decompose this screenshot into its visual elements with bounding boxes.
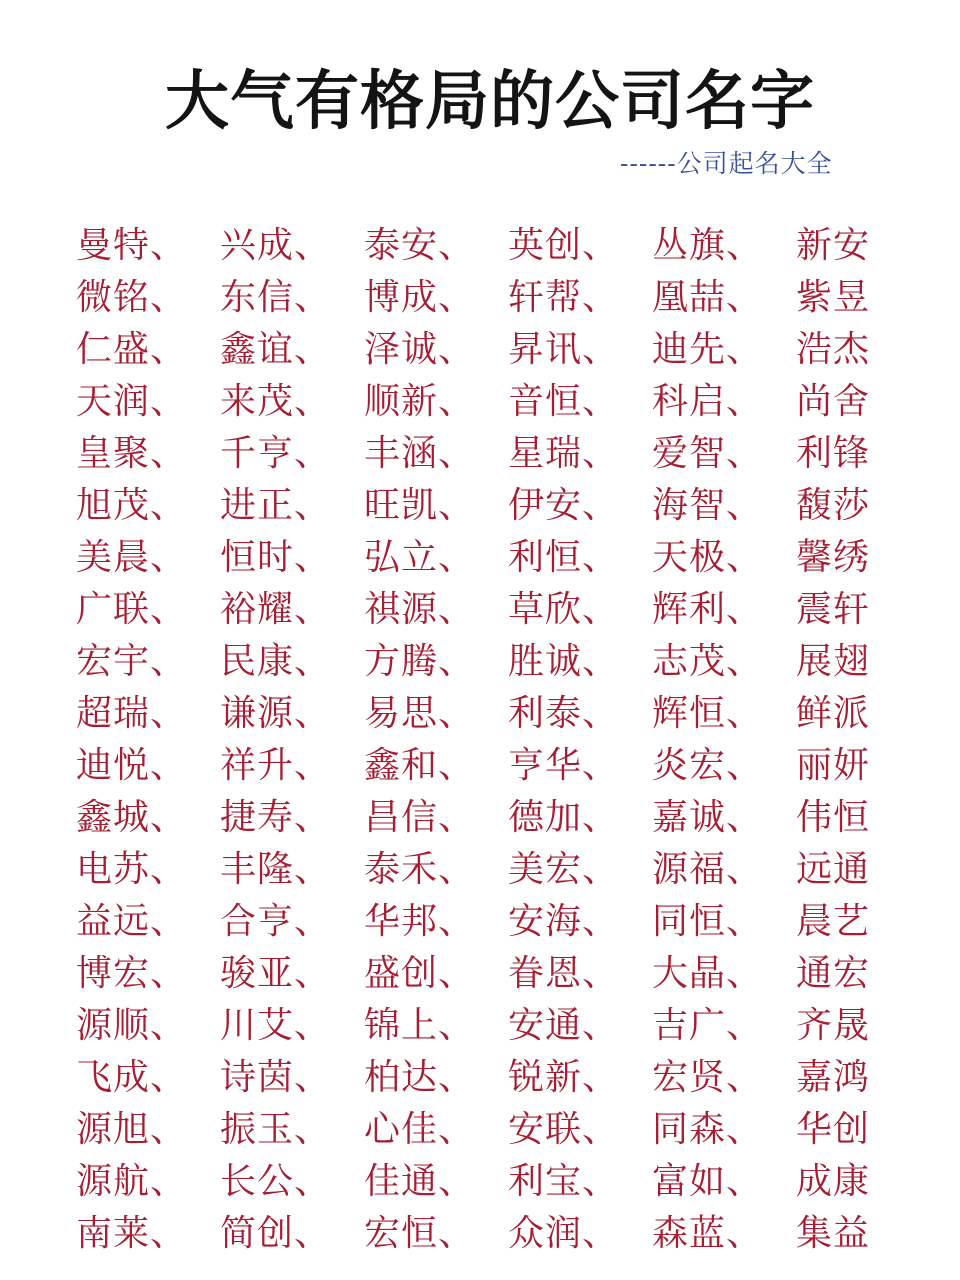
company-name: 合亨、	[220, 901, 332, 942]
company-name: 宏恒、	[364, 1213, 476, 1254]
company-name: 同恒、	[652, 901, 764, 942]
company-name: 利锋	[796, 433, 871, 474]
company-name: 丰隆、	[220, 849, 332, 890]
company-name: 利宝、	[508, 1161, 620, 1202]
company-name: 尚舍	[796, 381, 871, 422]
company-name: 伟恒	[796, 797, 871, 838]
company-name: 源福、	[652, 849, 764, 890]
company-name: 微铭、	[76, 277, 188, 318]
company-name: 集益	[796, 1213, 871, 1254]
name-row	[76, 584, 956, 636]
company-name: 爱智、	[652, 433, 764, 474]
company-name: 美宏、	[508, 849, 620, 890]
name-row	[76, 1208, 956, 1260]
company-name: 昌信、	[364, 797, 476, 838]
company-name: 辉恒、	[652, 693, 764, 734]
name-row	[76, 1156, 956, 1208]
company-name: 旺凯、	[364, 485, 476, 526]
name-row	[76, 688, 956, 740]
company-name: 富如、	[652, 1161, 764, 1202]
company-name: 捷寿、	[220, 797, 332, 838]
name-row	[76, 376, 956, 428]
company-name: 众润、	[508, 1213, 620, 1254]
company-name: 进正、	[220, 485, 332, 526]
company-name: 骏亚、	[220, 953, 332, 994]
company-name: 方腾、	[364, 641, 476, 682]
company-name: 兴成、	[220, 225, 332, 266]
name-row	[76, 792, 956, 844]
company-name: 胜诚、	[508, 641, 620, 682]
company-name: 天极、	[652, 537, 764, 578]
company-name: 源旭、	[76, 1109, 188, 1150]
company-name: 东信、	[220, 277, 332, 318]
company-name: 顺新、	[364, 381, 476, 422]
company-name: 紫昱	[796, 277, 871, 318]
name-row	[76, 636, 956, 688]
company-name: 成康	[796, 1161, 871, 1202]
company-name: 凰喆、	[652, 277, 764, 318]
company-name: 源航、	[76, 1161, 188, 1202]
company-name-grid	[76, 220, 956, 1260]
company-name: 弘立、	[364, 537, 476, 578]
company-name: 辉利、	[652, 589, 764, 630]
company-name: 佳通、	[364, 1161, 476, 1202]
company-name: 皇聚、	[76, 433, 188, 474]
company-name: 森蓝、	[652, 1213, 764, 1254]
company-name: 草欣、	[508, 589, 620, 630]
company-name: 祥升、	[220, 745, 332, 786]
company-name: 嘉诚、	[652, 797, 764, 838]
company-name: 仁盛、	[76, 329, 188, 370]
name-row	[76, 272, 956, 324]
company-name: 亨华、	[508, 745, 620, 786]
company-name: 泰禾、	[364, 849, 476, 890]
company-name: 心佳、	[364, 1109, 476, 1150]
company-name: 裕耀、	[220, 589, 332, 630]
company-name: 泰安、	[364, 225, 476, 266]
name-row	[76, 220, 956, 272]
company-name: 展翅	[796, 641, 871, 682]
company-name: 简创、	[220, 1213, 332, 1254]
company-name: 安通、	[508, 1005, 620, 1046]
company-name: 吉广、	[652, 1005, 764, 1046]
company-name: 易思、	[364, 693, 476, 734]
company-name: 安海、	[508, 901, 620, 942]
company-name: 迪先、	[652, 329, 764, 370]
company-name: 博宏、	[76, 953, 188, 994]
company-name: 馨绣	[796, 537, 871, 578]
company-name: 馥莎	[796, 485, 871, 526]
name-row	[76, 532, 956, 584]
company-name: 千亨、	[220, 433, 332, 474]
company-name: 炎宏、	[652, 745, 764, 786]
company-name: 星瑞、	[508, 433, 620, 474]
company-name: 宏宇、	[76, 641, 188, 682]
page-title: 大气有格局的公司名字	[165, 65, 815, 139]
company-name: 伊安、	[508, 485, 620, 526]
company-name: 南莱、	[76, 1213, 188, 1254]
company-name: 鑫谊、	[220, 329, 332, 370]
company-name: 利泰、	[508, 693, 620, 734]
company-name: 美晨、	[76, 537, 188, 578]
company-name: 科启、	[652, 381, 764, 422]
name-row	[76, 740, 956, 792]
company-name: 英创、	[508, 225, 620, 266]
company-name: 迪悦、	[76, 745, 188, 786]
company-name: 新安	[796, 225, 871, 266]
company-name: 泽诚、	[364, 329, 476, 370]
company-name: 长公、	[220, 1161, 332, 1202]
name-row	[76, 1052, 956, 1104]
company-name: 来茂、	[220, 381, 332, 422]
page-subtitle: ------公司起名大全	[620, 149, 833, 178]
name-row	[76, 896, 956, 948]
company-name: 华邦、	[364, 901, 476, 942]
company-name: 超瑞、	[76, 693, 188, 734]
company-name: 志茂、	[652, 641, 764, 682]
company-name: 振玉、	[220, 1109, 332, 1150]
company-name: 盛创、	[364, 953, 476, 994]
company-name: 旭茂、	[76, 485, 188, 526]
name-row	[76, 844, 956, 896]
company-name: 广联、	[76, 589, 188, 630]
company-name: 天润、	[76, 381, 188, 422]
company-name: 丛旗、	[652, 225, 764, 266]
company-name: 谦源、	[220, 693, 332, 734]
company-name: 昇讯、	[508, 329, 620, 370]
company-name: 宏贤、	[652, 1057, 764, 1098]
company-name: 齐晟	[796, 1005, 871, 1046]
company-name: 飞成、	[76, 1057, 188, 1098]
company-name: 晨艺	[796, 901, 871, 942]
company-name: 锦上、	[364, 1005, 476, 1046]
company-name: 曼特、	[76, 225, 188, 266]
company-name: 嘉鸿	[796, 1057, 871, 1098]
company-name: 诗茵、	[220, 1057, 332, 1098]
company-name: 鑫和、	[364, 745, 476, 786]
company-name: 锐新、	[508, 1057, 620, 1098]
company-name: 源顺、	[76, 1005, 188, 1046]
company-name: 安联、	[508, 1109, 620, 1150]
company-name: 川艾、	[220, 1005, 332, 1046]
company-name: 轩帮、	[508, 277, 620, 318]
name-row	[76, 324, 956, 376]
company-name: 德加、	[508, 797, 620, 838]
company-name: 眷恩、	[508, 953, 620, 994]
company-name: 丽妍	[796, 745, 871, 786]
name-row	[76, 1104, 956, 1156]
company-name: 鲜派	[796, 693, 871, 734]
company-name: 海智、	[652, 485, 764, 526]
company-name: 民康、	[220, 641, 332, 682]
company-name: 丰涵、	[364, 433, 476, 474]
company-name: 通宏	[796, 953, 871, 994]
company-name: 电苏、	[76, 849, 188, 890]
company-name: 益远、	[76, 901, 188, 942]
company-name: 华创	[796, 1109, 871, 1150]
company-name: 同森、	[652, 1109, 764, 1150]
company-name: 柏达、	[364, 1057, 476, 1098]
company-name: 鑫城、	[76, 797, 188, 838]
company-name: 大晶、	[652, 953, 764, 994]
company-name: 祺源、	[364, 589, 476, 630]
company-name: 震轩	[796, 589, 871, 630]
company-name: 音恒、	[508, 381, 620, 422]
name-row	[76, 428, 956, 480]
company-name: 博成、	[364, 277, 476, 318]
company-name: 利恒、	[508, 537, 620, 578]
company-name: 浩杰	[796, 329, 871, 370]
company-name: 恒时、	[220, 537, 332, 578]
name-row	[76, 948, 956, 1000]
name-row	[76, 480, 956, 532]
company-name: 远通	[796, 849, 871, 890]
name-row	[76, 1000, 956, 1052]
